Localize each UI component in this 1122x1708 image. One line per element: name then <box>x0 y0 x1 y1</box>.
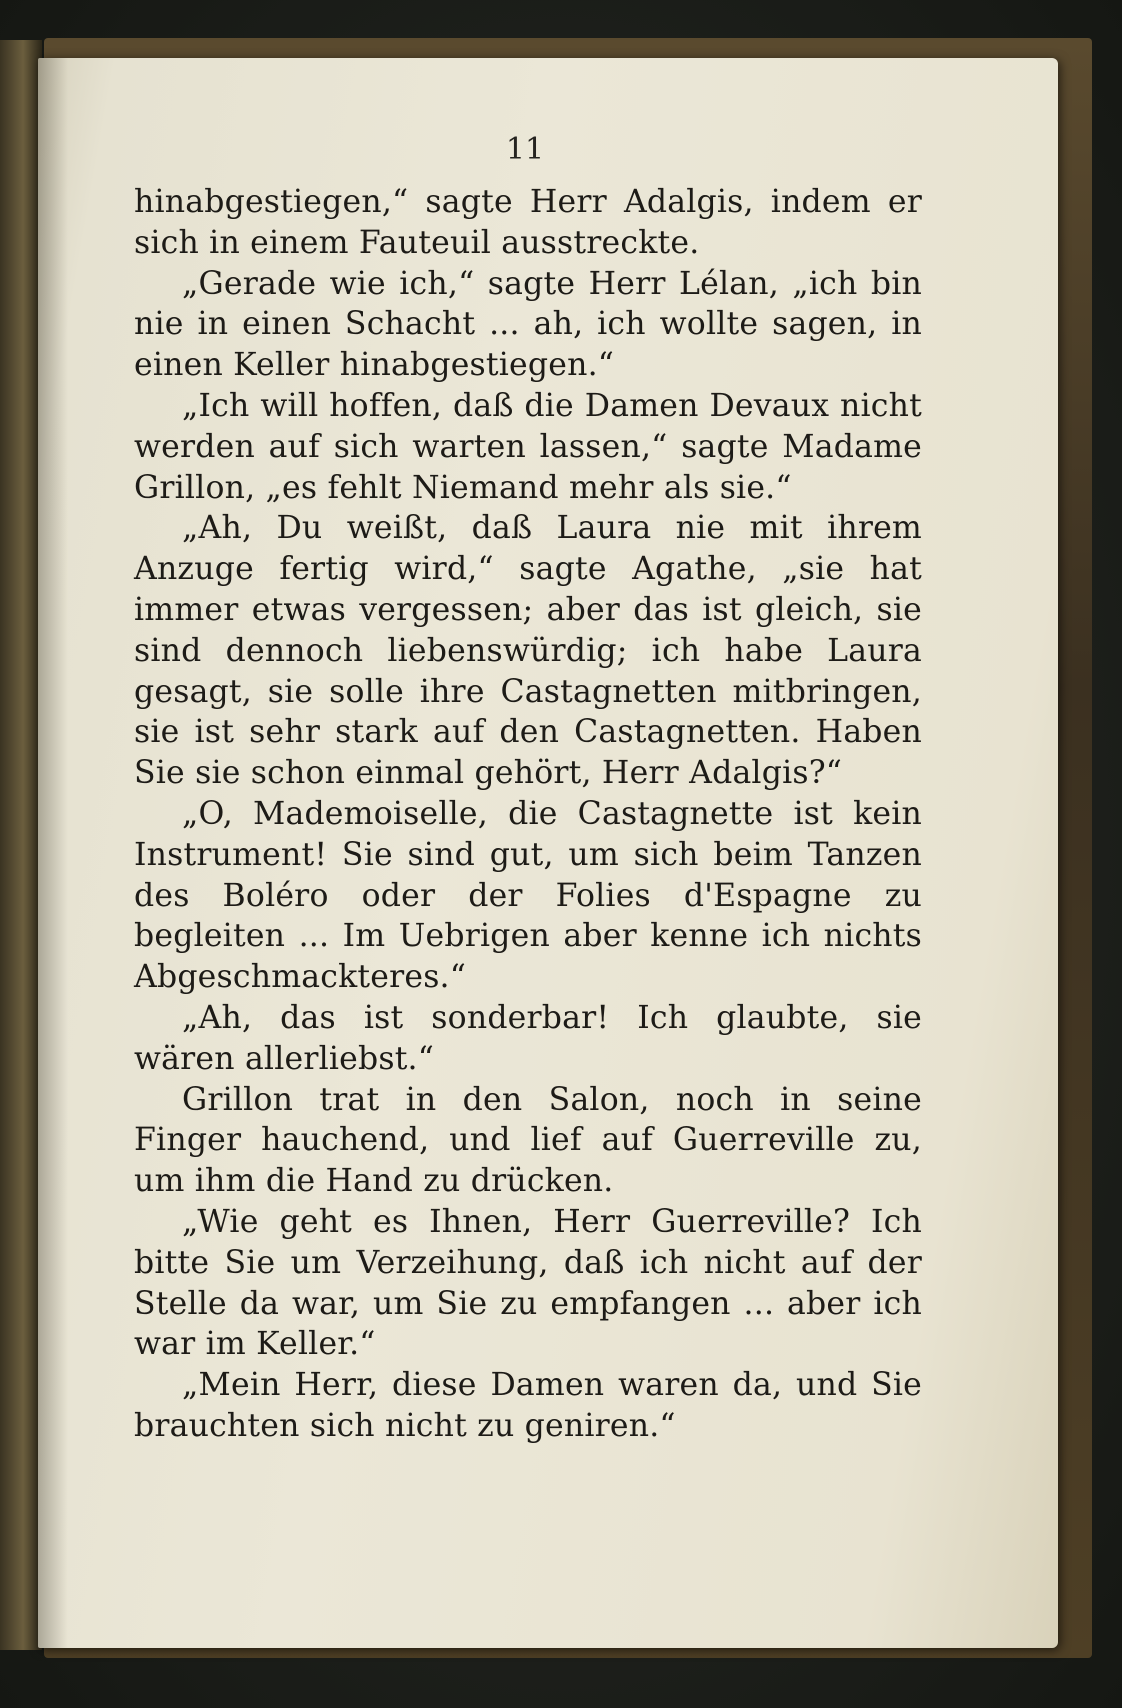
paragraph: „O, Mademoiselle, die Castagnette ist kein Instrument! Sie sind gut, um sich beim Tanzen des Boléro oder der Folies d'Espagne zu begleiten ... Im Uebrigen aber kenne ich nichts Abgeschmackteres.“ <box>134 795 922 996</box>
paragraph: „Gerade wie ich,“ sagte Herr Lélan, „ich bin nie in einen Schacht ... ah, ich wollte sagen, in einen Keller hinabgestiegen.“ <box>134 265 922 384</box>
gutter-shadow <box>38 58 68 1648</box>
body-text <box>134 182 922 1447</box>
paragraph: „Mein Herr, diese Damen waren da, und Sie brauchten sich nicht zu geniren.“ <box>134 1367 922 1444</box>
paragraph: „Ah, Du weißt, daß Laura nie mit ihrem Anzuge fertig wird,“ sagte Agathe, „sie hat immer etwas vergessen; aber das ist gleich, sie sind dennoch liebenswürdig; ich habe Laura gesagt, sie solle ihre Castagnetten mitbringen, sie ist sehr stark auf den Castagnetten. Haben Sie sie schon einmal gehört, Herr Adalgis?“ <box>134 510 922 792</box>
paragraph: „Wie geht es Ihnen, Herr Guerreville? Ich bitte Sie um Verzeihung, daß ich nicht auf der Stelle da war, um Sie zu empfangen ... aber ich war im Keller.“ <box>134 1203 922 1363</box>
page-number: 11 <box>505 132 545 167</box>
paragraph: hinabgestiegen,“ sagte Herr Adalgis, indem er sich in einem Fauteuil ausstreckte. <box>134 184 922 261</box>
paragraph: „Ich will hoffen, daß die Damen Devaux nicht werden auf sich warten lassen,“ sagte Madame Grillon, „es fehlt Niemand mehr als sie.“ <box>134 387 922 506</box>
paragraph: „Ah, das ist sonderbar! Ich glaubte, sie wären allerliebst.“ <box>134 999 922 1077</box>
book-binding <box>0 40 42 1650</box>
paragraph: Grillon trat in den Salon, noch in seine Finger hauchend, und lief auf Guerreville zu, um ihm die Hand zu drücken. <box>134 1081 922 1200</box>
